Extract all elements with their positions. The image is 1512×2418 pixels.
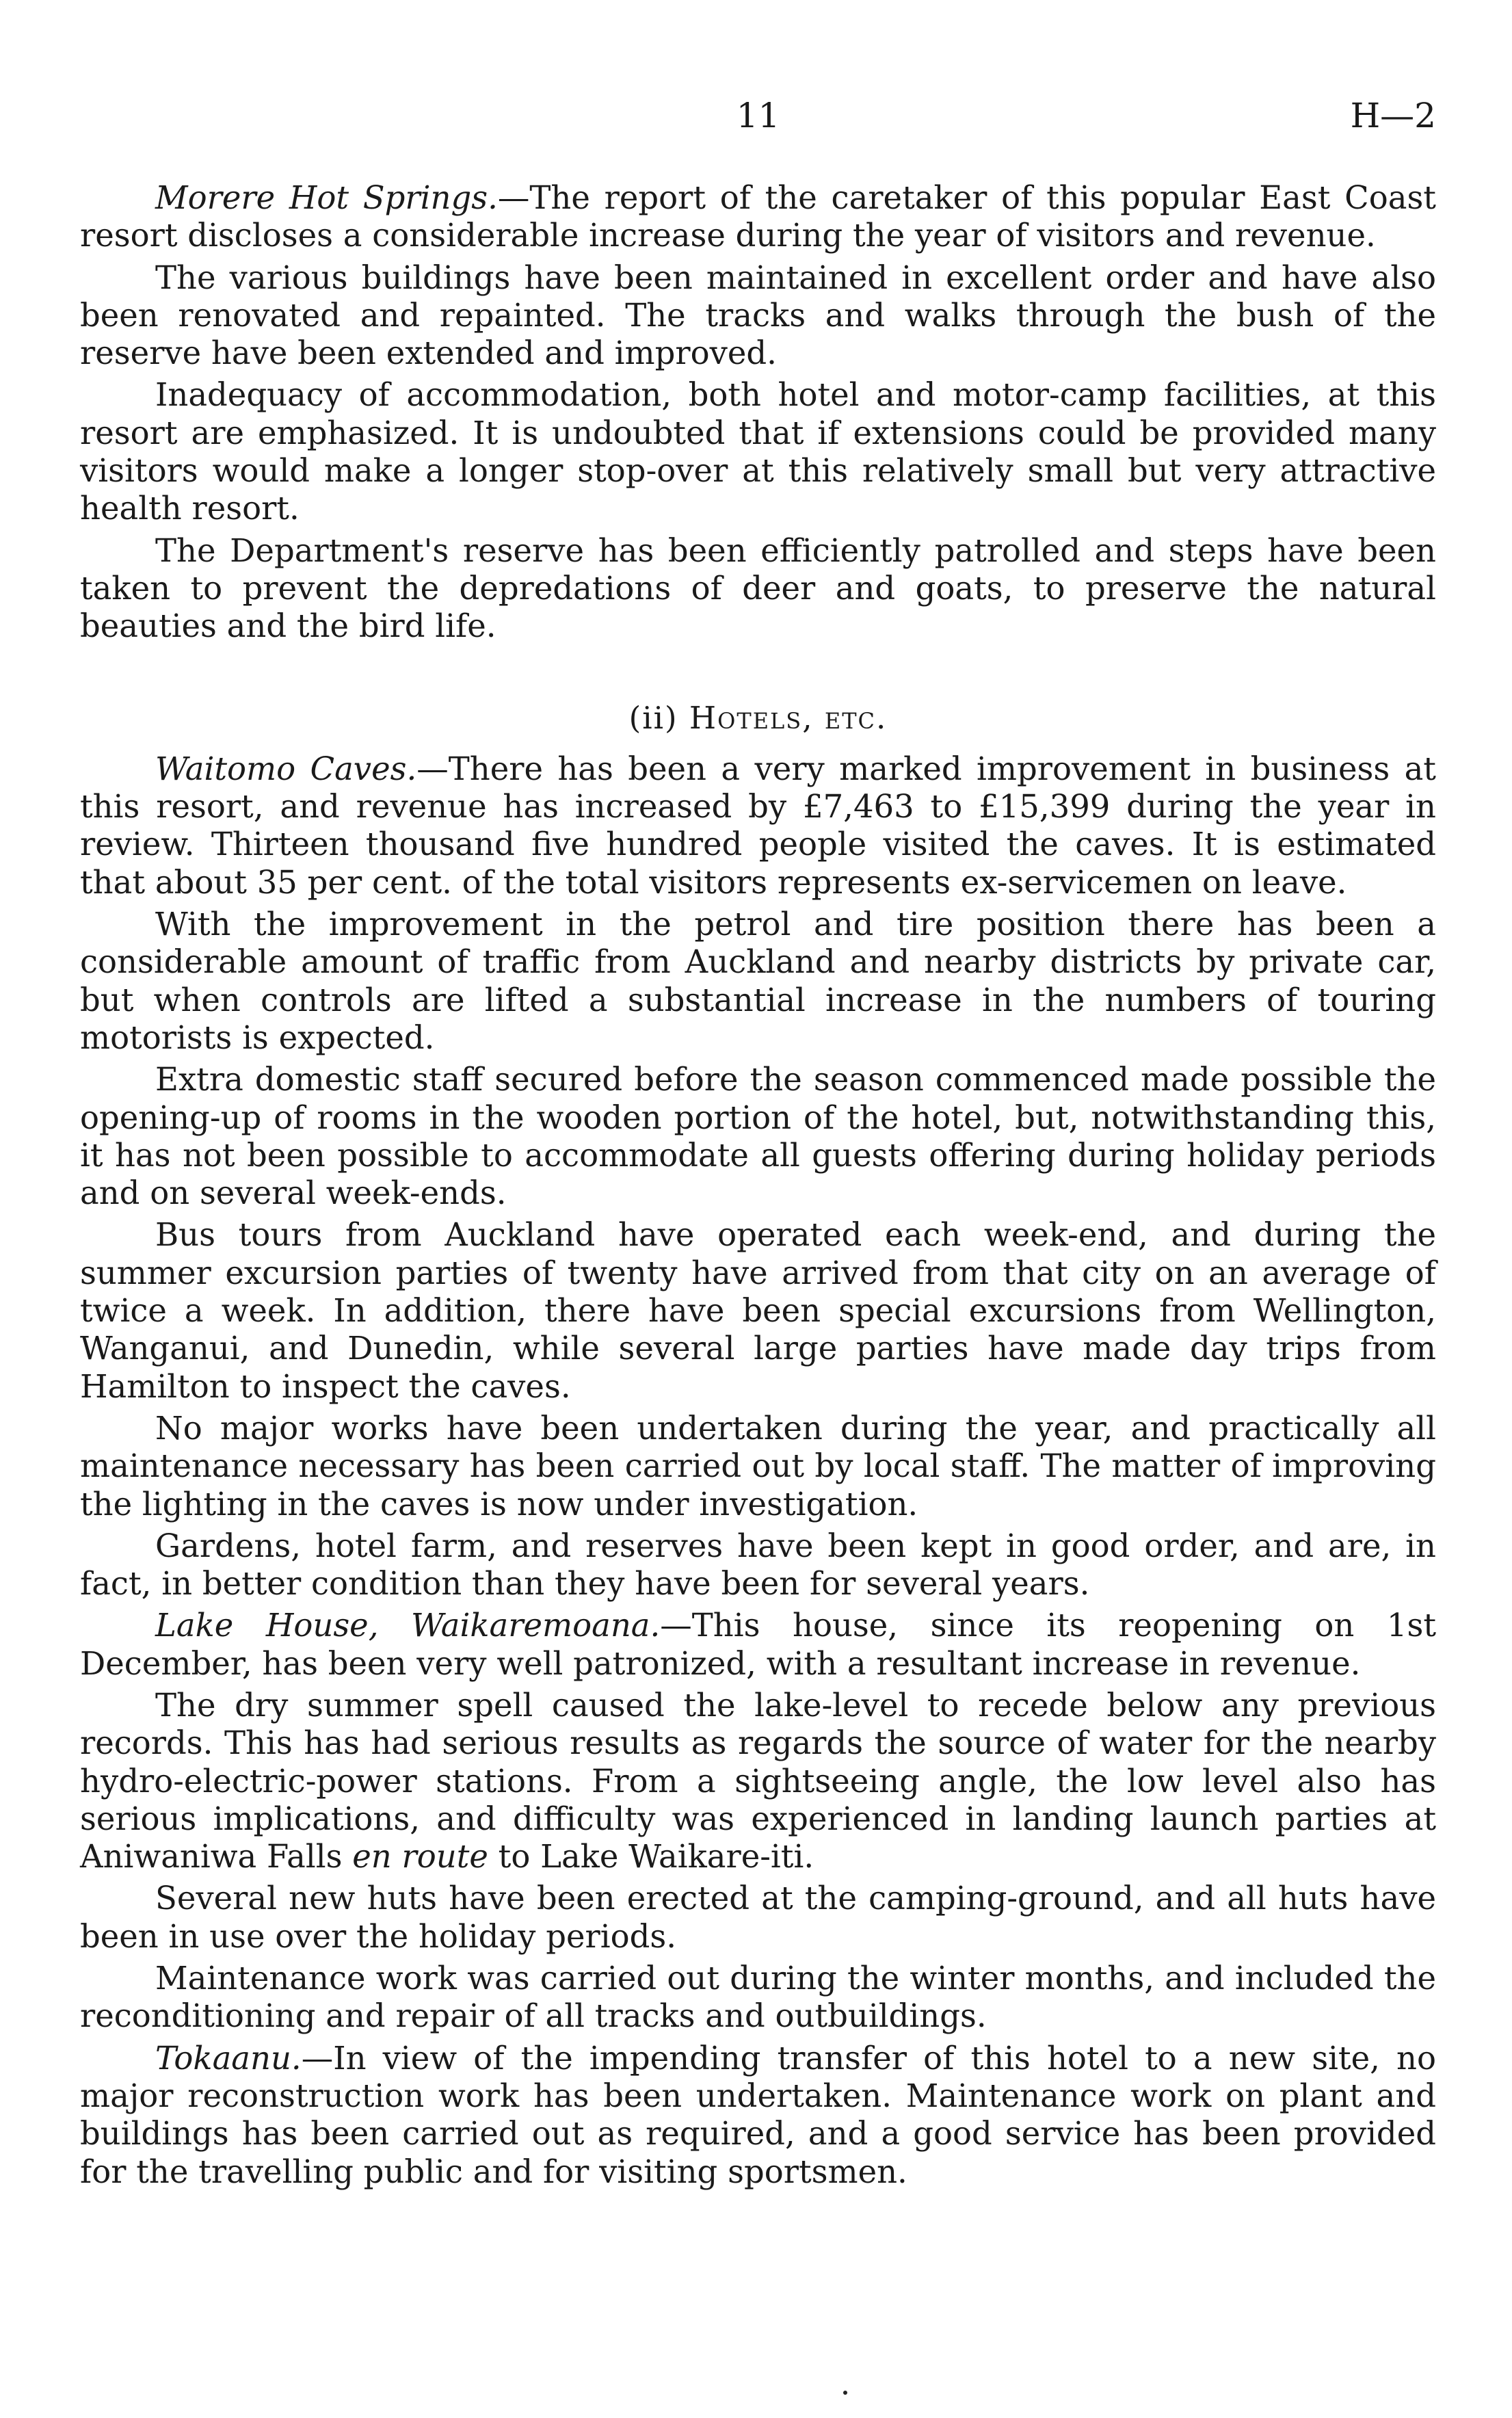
paragraph (80, 1216, 1436, 1405)
paragraph (80, 1960, 1436, 2036)
body-text (80, 179, 1436, 2191)
paragraph-lead-title: Tokaanu. (155, 2039, 302, 2077)
paragraph (80, 532, 1436, 646)
paragraph-text: No major works have been undertaken during the year, and practically all maintenance necessary has been carried out by local staff. The matter of improving the lighting in the caves is now under investigation. (80, 1409, 1436, 1523)
paragraph-lake-house (80, 1607, 1436, 1683)
paragraph (80, 1527, 1436, 1603)
section-heading-number: (ii) (628, 699, 689, 736)
paragraph (80, 259, 1436, 373)
document-reference: H—2 (1350, 96, 1436, 135)
paragraph-text: Maintenance work was carried out during the winter months, and included the reconditioning and repair of all tracks and outbuildings. (80, 1960, 1436, 2035)
page-number: 11 (736, 96, 780, 135)
paragraph-text: With the improvement in the petrol and tire position there has been a considerable amount of traffic from Auckland and nearby districts by private car, but when controls are lifted a substantial increase in the numbers of touring motorists is expected. (80, 906, 1436, 1056)
paragraph-text: The dry summer spell caused the lake-level to recede below any previous records. This has had serious results as regards the source of water for the nearby hydro-electric-power stations. From a sightseeing angle, the low level also has serious implications, and difficulty was experienced in landing launch parties at Aniwaniwa Falls (80, 1686, 1436, 1876)
paragraph-text: Gardens, hotel farm, and reserves have been kept in good order, and are, in fact, in better condition than they have been for several years. (80, 1527, 1436, 1603)
paragraph (80, 1061, 1436, 1212)
paragraph-lead-title: Waitomo Caves. (155, 750, 417, 787)
paragraph-text: Inadequacy of accommodation, both hotel and motor-camp facilities, at this resort are emphasized. It is undoubted that if extensions could be provided many visitors would make a longer stop-over at this relatively small but very attractive health resort. (80, 376, 1436, 527)
paragraph (80, 1410, 1436, 1523)
paragraph-text: —This house, since its reopening on 1st December, has been very well patronized, with a resultant increase in revenue. (80, 1607, 1436, 1682)
document-page (80, 0, 1436, 2418)
paragraph-lead-title: Lake House, Waikaremoana. (155, 1607, 661, 1644)
paragraph-text: The various buildings have been maintained in excellent order and have also been renovated and repainted. The tracks and walks through the bush of the reserve have been extended and improved. (80, 259, 1436, 372)
paragraph-text: —There has been a very marked improvement in business at this resort, and revenue has increased by £7,463 to £15,399 during the year in review. Thirteen thousand five hundred people visited the caves. It is estimated that about 35 per cent. of the total visitors represents ex-servicemen on leave. (80, 750, 1436, 901)
paragraph-text: Extra domestic staff secured before the season commenced made possible the opening-up of rooms in the wooden portion of the hotel, but, notwithstanding this, it has not been possible to accommodate all guests offering during holiday periods and on several week-ends. (80, 1061, 1436, 1212)
paragraph (80, 906, 1436, 1057)
paragraph (80, 1687, 1436, 1876)
page-header (80, 96, 1436, 144)
paragraph-morere (80, 179, 1436, 255)
paragraph-text: to Lake Waikare-iti. (488, 1838, 814, 1876)
section-heading-title: Hotels, etc. (689, 699, 888, 736)
paragraph-lead-title: Morere Hot Springs. (155, 179, 498, 216)
stray-ink-dot (843, 2391, 847, 2395)
paragraph-waitomo (80, 750, 1436, 902)
paragraph-italic-phrase: en route (352, 1838, 488, 1876)
paragraph-text: Bus tours from Auckland have operated each week-end, and during the summer excursion parties of twenty have arrived from that city on an average of twice a week. In addition, there have been special excursions from Wellington, Wanganui, and Dunedin, while several large parties have made day trips from Hamilton to inspect the caves. (80, 1216, 1436, 1405)
paragraph-tokaanu (80, 2040, 1436, 2191)
paragraph-text: The Department's reserve has been efficiently patrolled and steps have been taken to prevent the depredations of deer and goats, to preserve the natural beauties and the bird life. (80, 531, 1436, 645)
paragraph-text: Several new huts have been erected at the camping-ground, and all huts have been in use over the holiday periods. (80, 1880, 1436, 1955)
paragraph-text: —The report of the caretaker of this popular East Coast resort discloses a considerable increase during the year of visitors and revenue. (80, 179, 1436, 254)
paragraph (80, 376, 1436, 527)
section-heading (80, 699, 1436, 737)
paragraph-text: —In view of the impending transfer of this hotel to a new site, no major reconstruction work has been undertaken. Maintenance work on plant and buildings has been carried out as required, and a good service has been provided for the travelling public and for visiting sportsmen. (80, 2039, 1436, 2190)
paragraph (80, 1880, 1436, 1956)
